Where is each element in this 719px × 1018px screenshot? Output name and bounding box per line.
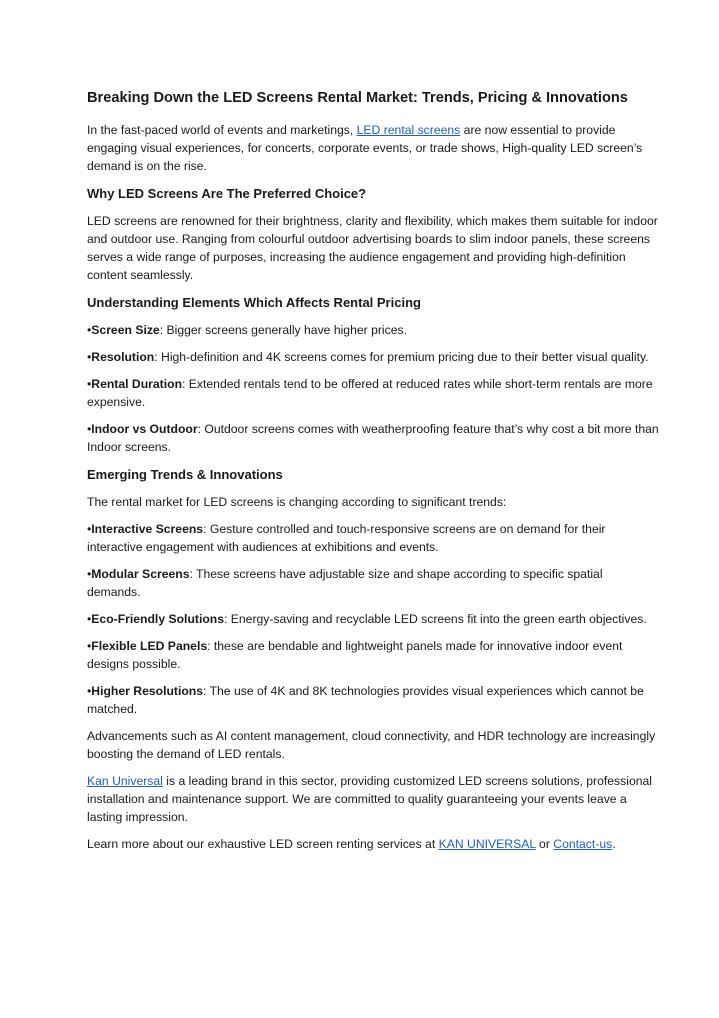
learn-text-mid: or	[535, 837, 554, 851]
learn-more-paragraph	[87, 835, 659, 853]
bullet-icon: •	[87, 323, 92, 337]
list-item	[87, 348, 659, 366]
item-text: : Bigger screens generally have higher prices.	[159, 323, 407, 337]
item-label: Higher Resolutions	[91, 684, 204, 698]
kan-universal-caps-link[interactable]: KAN UNIVERSAL	[438, 837, 536, 851]
preferred-choice-paragraph: LED screens are renowned for their brightness, clarity and flexibility, which makes them suitable for indoor and outdoor use. Ranging from colourful outdoor advertising boards to slim indoor panels, these screens serves a wide range of purposes, increasing the audience engagement and providing high-definition content seamlessly.	[87, 214, 658, 282]
bullet-icon: •	[87, 422, 92, 436]
list-item	[87, 375, 659, 411]
list-item	[87, 637, 659, 673]
item-text: : these are bendable and lightweight panels made for innovative indoor event designs possible.	[87, 639, 623, 671]
advancements-paragraph: Advancements such as AI content management, cloud connectivity, and HDR technology are increasingly boosting the demand of LED rentals.	[87, 729, 656, 761]
item-text: : Extended rentals tend to be offered at reduced rates while short-term rentals are more expensive.	[87, 377, 653, 409]
intro-text-after: are now essential to provide engaging visual experiences, for concerts, corporate events, or trade shows, High-quality LED screen’s demand is on the rise.	[87, 123, 643, 173]
bullet-icon: •	[87, 639, 92, 653]
item-text: : High-definition and 4K screens comes for premium pricing due to their better visual quality.	[154, 350, 649, 364]
list-item	[87, 610, 659, 628]
trends-intro: The rental market for LED screens is changing according to significant trends:	[87, 495, 507, 509]
item-label: Eco-Friendly Solutions	[91, 612, 224, 626]
list-item	[87, 682, 659, 718]
item-label: Interactive Screens	[91, 522, 204, 536]
intro-paragraph	[87, 121, 659, 175]
intro-text-before: In the fast-paced world of events and marketings,	[87, 123, 357, 137]
item-label: Rental Duration	[91, 377, 183, 391]
list-item	[87, 565, 659, 601]
item-text: : Outdoor screens comes with weatherproofing feature that’s why cost a bit more than Indoor screens.	[87, 422, 659, 454]
learn-text-before: Learn more about our exhaustive LED screen renting services at	[87, 837, 439, 851]
section-heading-rental-pricing: Understanding Elements Which Affects Rental Pricing	[87, 295, 421, 310]
bullet-icon: •	[87, 612, 92, 626]
item-label: Flexible LED Panels	[91, 639, 208, 653]
list-item	[87, 321, 659, 339]
bullet-icon: •	[87, 350, 92, 364]
closing-paragraph	[87, 772, 659, 826]
kan-universal-link[interactable]: Kan Universal	[87, 774, 163, 788]
led-rental-screens-link[interactable]: LED rental screens	[356, 123, 461, 137]
item-label: Resolution	[91, 350, 155, 364]
item-text: : The use of 4K and 8K technologies provides visual experiences which cannot be matched.	[87, 684, 644, 716]
bullet-icon: •	[87, 522, 92, 536]
section-heading-emerging-trends: Emerging Trends & Innovations	[87, 467, 283, 482]
contact-us-link[interactable]: Contact-us	[553, 837, 613, 851]
section-heading-preferred-choice: Why LED Screens Are The Preferred Choice?	[87, 186, 367, 201]
bullet-icon: •	[87, 567, 92, 581]
bullet-icon: •	[87, 377, 92, 391]
item-text: : Energy-saving and recyclable LED screens fit into the green earth objectives.	[224, 612, 647, 626]
learn-text-after: .	[612, 837, 616, 851]
closing-text: is a leading brand in this sector, providing customized LED screens solutions, professional installation and maintenance support. We are committed to quality guaranteeing your events leave a lasting impression.	[87, 774, 652, 824]
item-text: : Gesture controlled and touch-responsive screens are on demand for their interactive engagement with audiences at exhibitions and events.	[87, 522, 606, 554]
list-item	[87, 520, 659, 556]
item-label: Modular Screens	[91, 567, 190, 581]
item-label: Screen Size	[91, 323, 160, 337]
page-title: Breaking Down the LED Screens Rental Market: Trends, Pricing & Innovations	[87, 90, 628, 106]
list-item	[87, 420, 659, 456]
bullet-icon: •	[87, 684, 92, 698]
item-text: : These screens have adjustable size and shape according to specific spatial demands.	[87, 567, 603, 599]
item-label: Indoor vs Outdoor	[91, 422, 198, 436]
